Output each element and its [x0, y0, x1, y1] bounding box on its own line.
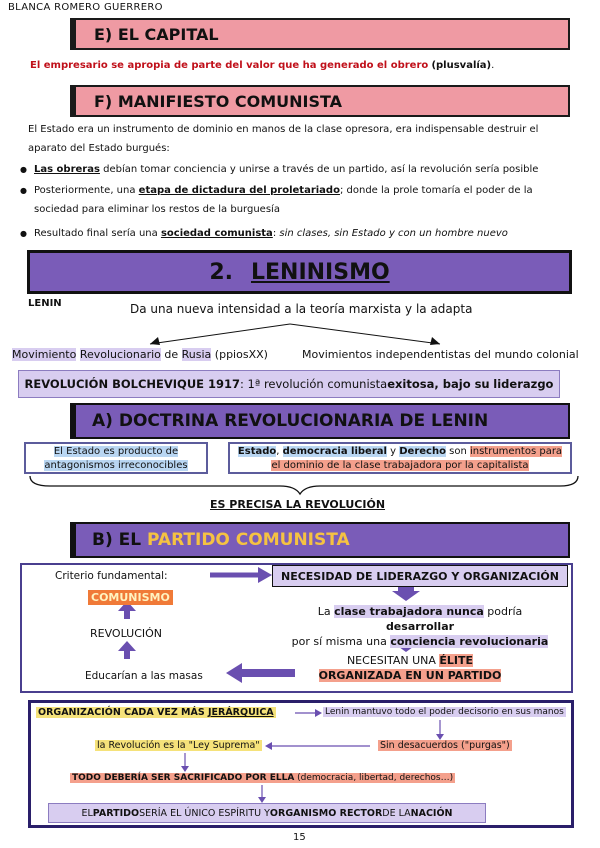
heading-text: E) EL CAPITAL — [94, 24, 219, 44]
lenin-label: LENIN — [28, 298, 62, 309]
bullet-colon: : — [272, 228, 280, 239]
clase-bold: clase trabajadora nunca — [334, 605, 484, 618]
organizada-text: ORGANIZADA EN UN PARTIDO — [318, 669, 502, 682]
bullet-bold: Las obreras — [34, 164, 100, 175]
section-heading-doctrina — [70, 403, 570, 439]
doctrina-right-box: Estado, democracia liberal y Derecho son instrumentos para el dominio de la clase trabajadora por la capitalista — [228, 442, 572, 474]
word-y: y — [386, 446, 400, 457]
partido-unico-box — [48, 803, 486, 823]
bullet-text: Resultado final sería una — [34, 228, 161, 239]
revolucion-label: REVOLUCIÓN — [90, 627, 163, 640]
todo-sacrificado-text — [70, 773, 455, 783]
necesitan-text: NECESITAN UNA — [346, 654, 440, 667]
heading-prefix: B) EL — [92, 530, 142, 550]
final-partido: PARTIDO — [92, 807, 140, 819]
doctrina-left-line-2: antagonismos irreconocibles — [44, 460, 188, 471]
page-number: 15 — [293, 832, 306, 843]
final-text: SERÍA EL ÚNICO ESPÍRITU Y — [139, 807, 270, 819]
word-revolucionario: Revolucionario — [79, 348, 161, 361]
doctrina-left-line-1: El Estado es producto de — [53, 446, 179, 457]
ley-suprema-text — [95, 740, 262, 751]
bullet-text: debían tomar conciencia y unirse a través de un partido, así la revolución sería posible — [99, 164, 539, 175]
word-rusia: Rusia — [181, 348, 212, 361]
necesidad-box: NECESIDAD DE LIDERAZGO Y ORGANIZACIÓN — [272, 565, 568, 587]
final-nacion: NACIÓN — [410, 807, 453, 819]
todo-rest: (democracia, libertad, derechos…) — [294, 773, 454, 783]
word-de: de — [164, 348, 179, 361]
sin-desacuerdos-text: Sin desacuerdos ("purgas") — [380, 740, 510, 751]
plusvalia-text: (plusvalía) — [431, 60, 492, 71]
todo-bold: TODO DEBERÍA SER SACRIFICADO POR ELLA — [72, 773, 295, 783]
ley-text: la Revolución es la "Ley Suprema" — [97, 740, 260, 751]
final-organismo: ORGANISMO RECTOR — [269, 807, 383, 819]
word-estado: Estado — [237, 446, 277, 457]
bullet-bold: etapa de dictadura del proletariado — [138, 185, 340, 196]
conclusion-revolucion: ES PRECISA LA REVOLUCIÓN — [210, 498, 386, 511]
heading-text: F) MANIFIESTO COMUNISTA — [94, 91, 343, 111]
clase-trabajadora-text — [290, 604, 550, 649]
author-name: BLANCA ROMERO GUERRERO — [8, 2, 163, 13]
capital-period: . — [491, 60, 495, 71]
rev-text: : 1ª revolución comunista — [240, 377, 388, 391]
final-text: DE LA — [382, 807, 411, 819]
heading-number: 2. — [209, 259, 233, 285]
bullet-text: Posteriormente, una — [34, 185, 139, 196]
doctrina-left-box — [24, 442, 208, 474]
lenin-mantuvo-text: Lenin mantuvo todo el poder decisorio en sus manos — [325, 707, 564, 717]
section-heading-partido — [70, 522, 570, 558]
necesitan-elite-text — [300, 653, 520, 683]
revolucion-bolchevique-box — [18, 370, 560, 398]
rev-bold: REVOLUCIÓN BOLCHEVIQUE 1917 — [24, 377, 241, 391]
clase-bold: desarrollar — [385, 620, 455, 633]
clase-bold: conciencia revolucionaria — [390, 635, 549, 648]
comunismo-label: COMUNISMO — [88, 590, 173, 605]
heading-gold: PARTIDO COMUNISTA — [147, 530, 350, 550]
clase-text: La — [317, 605, 335, 618]
rev-liderazgo: liderazgo — [493, 377, 554, 391]
bullet-bold: sociedad comunista — [160, 228, 273, 239]
intro-line-1: El Estado era un instrumento de dominio en manos de la clase opresora, era indispensable destruir el — [28, 124, 539, 135]
word-son: son — [445, 446, 470, 457]
organizacion-jerarquica — [36, 707, 276, 718]
word-instrumentos: instrumentos para — [469, 446, 563, 457]
elite-text: ÉLITE — [439, 654, 474, 667]
final-text: EL — [81, 807, 93, 819]
word-derecho: Derecho — [399, 446, 446, 457]
heading-text: A) DOCTRINA REVOLUCIONARIA DE LENIN — [92, 411, 489, 431]
movimientos-independentistas: Movimientos independentistas del mundo colonial — [302, 348, 579, 361]
org-jerarquica: JERÁRQUICA — [207, 707, 274, 718]
word-democracia: democracia liberal — [282, 446, 387, 457]
bullet-text: ; donde la prole tomaría el poder de la — [339, 185, 533, 196]
word-ppios: (ppiosXX) — [214, 348, 268, 361]
word-movimiento: Movimiento — [12, 348, 77, 361]
intro-line-2: aparato del Estado burgués: — [28, 143, 170, 154]
org-text: ORGANIZACIÓN CADA VEZ MÁS — [38, 707, 208, 718]
clase-text: podría — [483, 605, 523, 618]
criterio-label: Criterio fundamental: — [55, 570, 168, 582]
clase-text: por sí misma una — [291, 635, 391, 648]
lenin-intro: Da una nueva intensidad a la teoría marxista y la adapta — [130, 302, 473, 316]
rev-exitosa: exitosa, bajo su — [387, 377, 490, 391]
heading-title: LENINISMO — [250, 259, 390, 285]
capital-red-text: El empresario se apropia de parte del valor que ha generado el obrero — [30, 60, 429, 71]
movimiento-revolucionario — [12, 348, 268, 361]
doctrina-right-line-2: el dominio de la clase trabajadora por la capitalista — [271, 460, 529, 471]
educarian-label: Educarían a las masas — [85, 670, 203, 682]
bullet-italic: sin clases, sin Estado y con un hombre nuevo — [279, 228, 508, 239]
bullet-line-2: sociedad para eliminar los restos de la burguesía — [34, 204, 280, 215]
